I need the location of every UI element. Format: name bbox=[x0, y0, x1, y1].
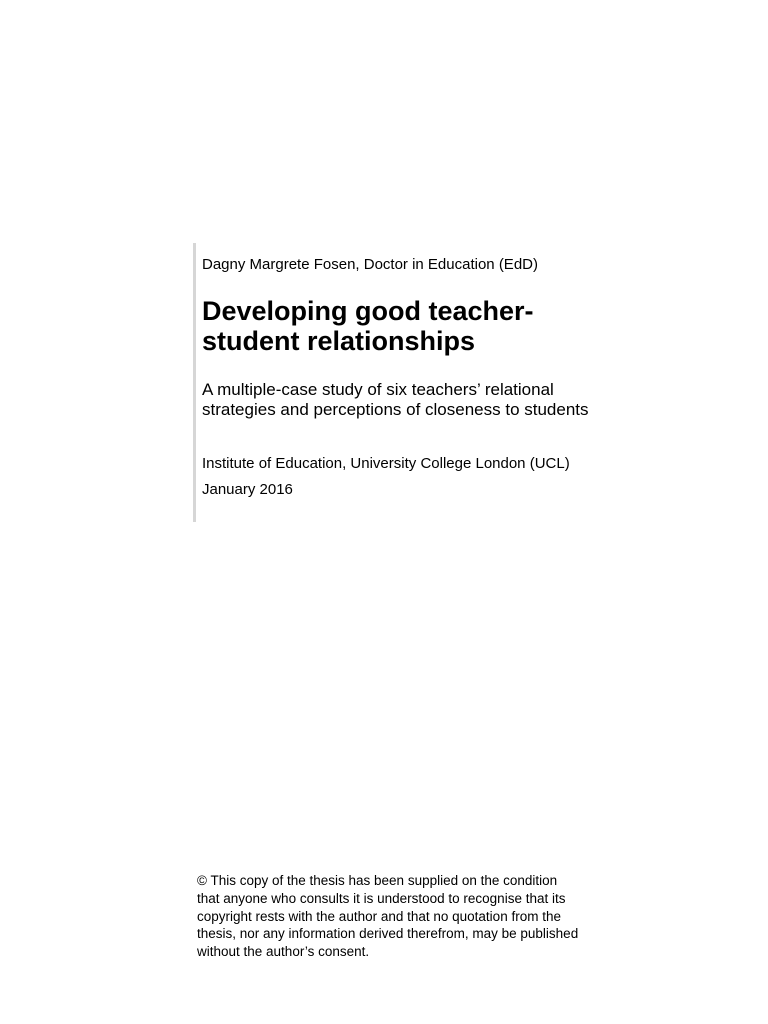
publication-date: January 2016 bbox=[202, 481, 293, 498]
thesis-title-line: student relationships bbox=[202, 326, 476, 356]
copyright-line: without the author’s consent. bbox=[197, 944, 370, 960]
copyright-notice bbox=[197, 872, 617, 961]
author-line: Dagny Margrete Fosen, Doctor in Education (EdD) bbox=[202, 256, 538, 273]
copyright-line: thesis, nor any information derived therefrom, may be published bbox=[197, 926, 579, 942]
thesis-subtitle-line: strategies and perceptions of closeness to students bbox=[202, 400, 589, 419]
thesis-title bbox=[202, 296, 622, 356]
thesis-title-line: Developing good teacher- bbox=[202, 296, 534, 326]
thesis-subtitle-line: A multiple-case study of six teachers’ relational bbox=[202, 380, 554, 399]
copyright-line: that anyone who consults it is understood to recognise that its bbox=[197, 890, 566, 906]
copyright-line: copyright rests with the author and that no quotation from the bbox=[197, 908, 561, 924]
copyright-line: © This copy of the thesis has been supplied on the condition bbox=[197, 873, 558, 888]
thesis-subtitle bbox=[202, 380, 642, 420]
institution: Institute of Education, University College London (UCL) bbox=[202, 455, 570, 472]
